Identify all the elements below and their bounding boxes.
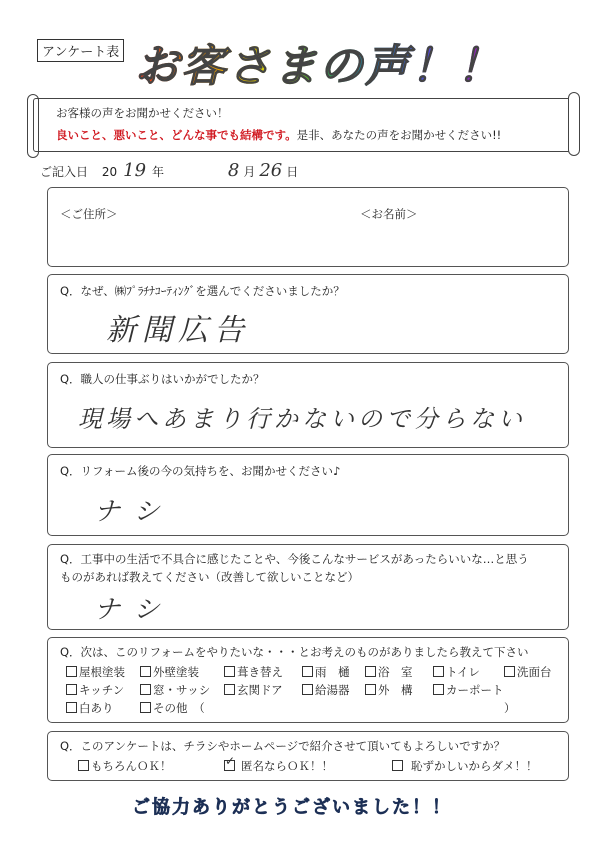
checkbox-roof-paint[interactable]: 屋根塗装 (66, 664, 125, 680)
checkbox-icon (365, 666, 376, 677)
checkbox-icon (66, 702, 77, 713)
checkbox-toilet[interactable]: トイレ (433, 664, 480, 680)
handwritten-answer: ナシ (94, 497, 174, 527)
question-text: Q．リフォーム後の今の気持ちを、お聞かせください♪ (60, 464, 341, 478)
intro-line-1: お客様の声をお聞かせください！ (56, 106, 229, 120)
handwritten-answer: ナシ (94, 595, 174, 625)
date-label: ご記入日 (40, 165, 89, 179)
checkbox-icon (224, 666, 235, 677)
checkbox-icon (433, 666, 444, 677)
checkbox-kitchen[interactable]: キッチン (66, 682, 124, 698)
form-tag: アンケート表 (37, 39, 124, 62)
other-close-paren: ） (504, 701, 516, 715)
question-text: Q．工事中の生活で不具合に感じたことや、今後こんなサービスがあったらいいな…と思う (60, 552, 529, 566)
checkbox-icon (78, 760, 89, 771)
question-text: Q．次は、このリフォームをやりたいな・・・とお考えのものがありましたら教えて下さい (60, 645, 529, 659)
thank-you-message: ご協力ありがとうございました！！ (132, 797, 452, 818)
permission-box (47, 731, 569, 781)
checkbox-reroof[interactable]: 葺き替え (224, 664, 283, 680)
checkbox-other[interactable]: その他 （ (140, 700, 205, 716)
checkbox-icon (140, 702, 151, 713)
question-box-workers (47, 362, 569, 448)
question-text-line2: ものがあれば教えてください（改善して欲しいことなど） (60, 570, 359, 584)
checkbox-icon (66, 684, 77, 695)
question-box-reason (47, 274, 569, 354)
question-box-improvement (47, 544, 569, 630)
checkbox-window[interactable]: 窓・サッシ (140, 682, 210, 698)
checkbox-icon (302, 666, 313, 677)
check-mark-icon: ✓ (225, 754, 236, 768)
checkbox-icon (504, 666, 515, 677)
checkbox-icon (224, 754, 236, 771)
address-label: ＜ご住所＞ (60, 207, 118, 221)
month-unit: 月 (243, 165, 256, 179)
question-text: Q．なぜ、㈱ﾌﾟﾗﾁﾅｺｰﾃｨﾝｸﾞを選んでくださいましたか？ (60, 284, 345, 298)
date-row (40, 160, 298, 181)
checkbox-icon (433, 684, 444, 695)
checkbox-gutter[interactable]: 雨 樋 (302, 664, 350, 680)
checkbox-termite[interactable]: 白あり (66, 700, 114, 716)
checkbox-icon (302, 684, 313, 695)
intro-line-2 (56, 127, 501, 143)
intro-banner (33, 98, 575, 152)
checkbox-ok[interactable]: もちろんＯＫ！ (78, 758, 172, 774)
checkbox-icon (365, 684, 376, 695)
intro-emphasis: 良いこと、悪いこと、どんな事でも結構です。 (56, 128, 297, 142)
handwritten-answer: 現場へあまり行かないので分らない (78, 405, 526, 433)
checkbox-no[interactable]: 恥ずかしいからダメ！！ (392, 758, 538, 774)
checkbox-carport[interactable]: カーポート (433, 682, 504, 698)
checkbox-water-heater[interactable]: 給湯器 (302, 682, 350, 698)
checkbox-icon (224, 684, 235, 695)
question-text: Q．職人の仕事ぶりはいかがでしたか？ (60, 372, 265, 386)
checkbox-bath[interactable]: 浴 室 (365, 664, 413, 680)
year-prefix: 20 (101, 165, 118, 179)
checkbox-icon (392, 760, 403, 771)
checkbox-icon (140, 684, 151, 695)
checkbox-anonymous-ok[interactable]: ✓ 匿名ならＯＫ！！ (225, 754, 333, 773)
intro-rest: 是非、あなたの声をお聞かせください!! (296, 128, 502, 142)
name-label: ＜お名前＞ (360, 207, 418, 221)
address-box (47, 187, 569, 267)
month-value: 8 (227, 160, 240, 181)
page-title: お客さまの声！！ (135, 30, 503, 94)
checkbox-washbasin[interactable]: 洗面台 (504, 664, 552, 680)
checkbox-exterior[interactable]: 外 構 (365, 682, 413, 698)
handwritten-answer: 新聞広告 (106, 313, 250, 348)
scroll-curl-right (568, 92, 580, 156)
year-value: 19 (123, 160, 147, 181)
checkbox-icon (140, 666, 151, 677)
day-value: 26 (259, 160, 283, 181)
day-unit: 日 (286, 165, 299, 179)
reform-checklist-box (47, 637, 569, 723)
checkbox-front-door[interactable]: 玄関ドア (224, 682, 283, 698)
question-box-feeling (47, 454, 569, 536)
checkbox-wall-paint[interactable]: 外壁塗装 (140, 664, 199, 680)
year-unit: 年 (152, 165, 165, 179)
question-text: Q．このアンケートは、チラシやホームページで紹介させて頂いてもよろしいですか？ (60, 739, 506, 753)
checkbox-icon (66, 666, 77, 677)
